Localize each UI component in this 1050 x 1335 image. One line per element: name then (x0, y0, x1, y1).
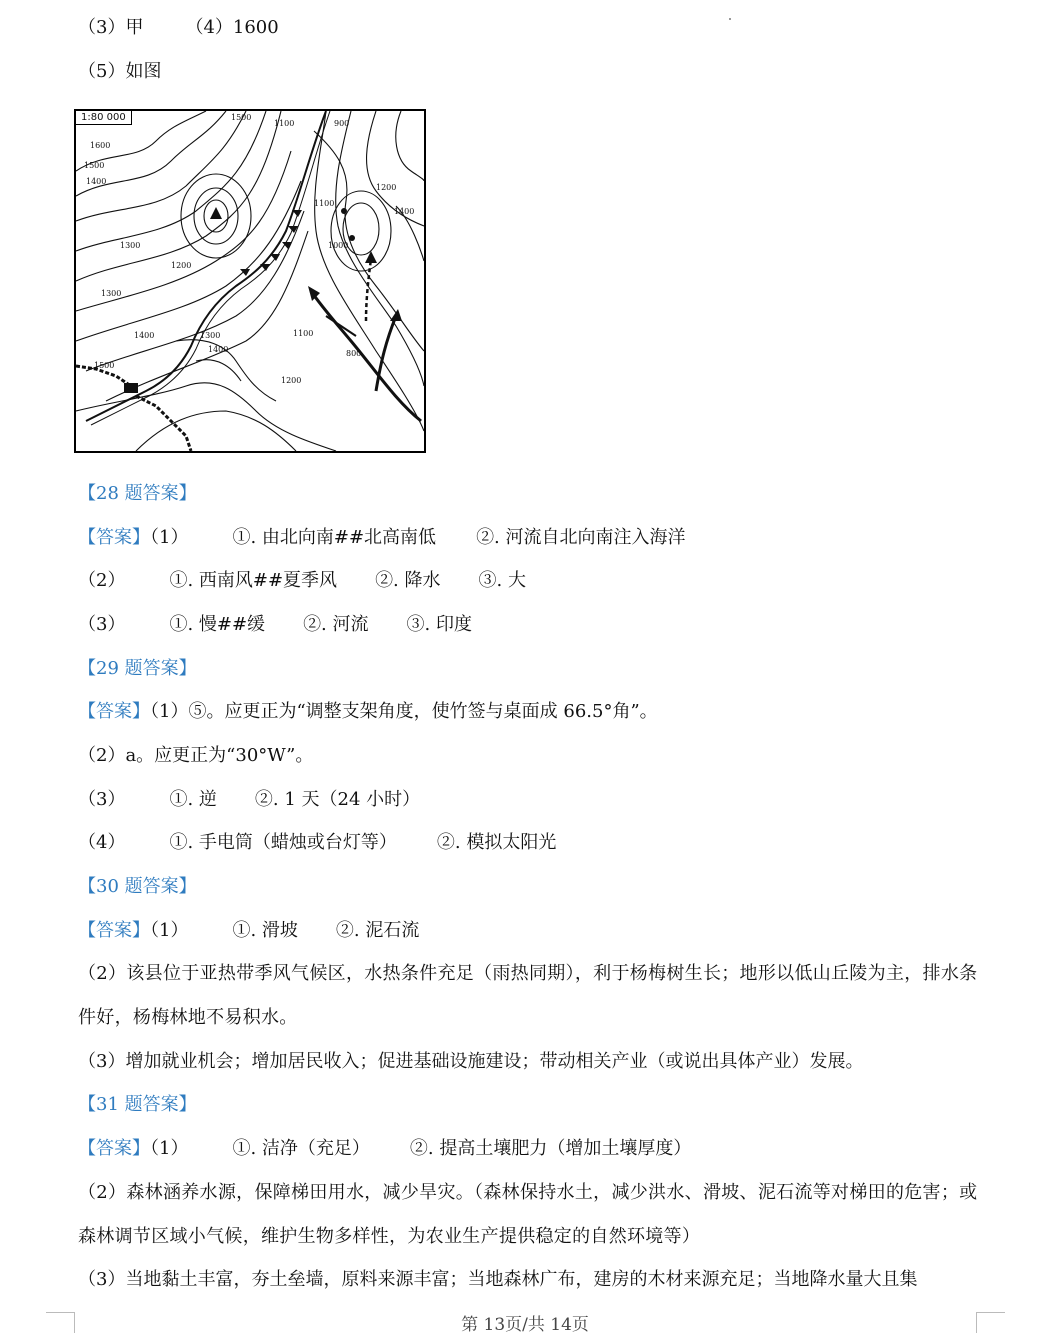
q28-answer-3: （3） ①. 慢##缓 ②. 河流 ③. 印度 (78, 614, 472, 635)
contour-label: 800 (346, 349, 362, 358)
stray-dot (729, 18, 731, 20)
q31-answer-2: （2）森林涵养水源，保障梯田用水，减少旱灾。（森林保持水土，减少洪水、滑坡、泥石流等对梯田的危害；或森林调节区域小气候，维护生物多样性，为农业生产提供稳定的自然环境等） (78, 1182, 978, 1247)
contour-label: 1500 (84, 161, 105, 170)
contour-label: 1600 (90, 141, 111, 150)
q31-answer-1: 【答案】（1） ①. 洁净（充足） ②. 提高土壤肥力（增加土壤厚度） (78, 1138, 692, 1159)
contour-map (74, 109, 426, 453)
q30-answer-3: （3）增加就业机会；增加居民收入；促进基础设施建设；带动相关产业（或说出具体产业）发展。 (78, 1051, 864, 1072)
answer-line-5: （5）如图 (78, 61, 162, 82)
q30-answer-2: （2）该县位于亚热带季风气候区，水热条件充足（雨热同期），利于杨梅树生长；地形以低山丘陵为主，排水条件好，杨梅林地不易积水。 (78, 963, 978, 1028)
contour-label: 1200 (376, 183, 397, 192)
map-scale: 1:80 000 (76, 111, 132, 125)
q28-header: 【28 题答案】 (78, 483, 197, 504)
contour-label: 1500 (231, 113, 252, 122)
contour-label: 1200 (281, 376, 302, 385)
q30-header: 【30 题答案】 (78, 876, 197, 897)
q29-answer-3: （3） ①. 逆 ②. 1 天（24 小时） (78, 789, 421, 810)
contour-label: 1100 (274, 119, 295, 128)
contour-label: 1400 (394, 207, 415, 216)
q28-answer-2: （2） ①. 西南风##夏季风 ②. 降水 ③. 大 (78, 570, 526, 591)
contour-label: 1400 (208, 345, 229, 354)
answer-4: （4）1600 (185, 17, 279, 38)
contour-label: 1100 (314, 199, 335, 208)
answer-3: （3）甲 (78, 17, 144, 38)
contour-label: 1200 (171, 261, 192, 270)
contour-label: 1400 (86, 177, 107, 186)
q31-header: 【31 题答案】 (78, 1094, 197, 1115)
contour-label: 900 (334, 119, 350, 128)
contour-label: 1300 (120, 241, 141, 250)
contour-label: 1300 (101, 289, 122, 298)
page-number: 第 13页/共 14页 (461, 1315, 589, 1335)
answer-line-3-4 (78, 16, 279, 40)
contour-label: 1100 (293, 329, 314, 338)
contour-label: 1000 (328, 241, 349, 250)
q29-answer-4: （4） ①. 手电筒（蜡烛或台灯等） ②. 模拟太阳光 (78, 832, 557, 853)
q29-answer-2: （2）a。应更正为“30°W”。 (78, 745, 314, 766)
q29-answer-1: 【答案】（1）⑤。应更正为“调整支架角度，使竹签与桌面成 66.5°角”。 (78, 701, 658, 722)
q30-answer-1: 【答案】（1） ①. 滑坡 ②. 泥石流 (78, 920, 420, 941)
contour-label: 1500 (94, 361, 115, 370)
q29-header: 【29 题答案】 (78, 658, 197, 679)
contour-label: 1300 (200, 331, 221, 340)
q28-answer-1: 【答案】（1） ①. 由北向南##北高南低 ②. 河流自北向南注入海洋 (78, 527, 686, 548)
contour-map-drawing (76, 111, 424, 451)
contour-label: 1400 (134, 331, 155, 340)
q31-answer-3: （3）当地黏土丰富，夯土垒墙，原料来源丰富；当地森林广布，建房的木材来源充足；当地降水量大且集 (78, 1269, 918, 1290)
